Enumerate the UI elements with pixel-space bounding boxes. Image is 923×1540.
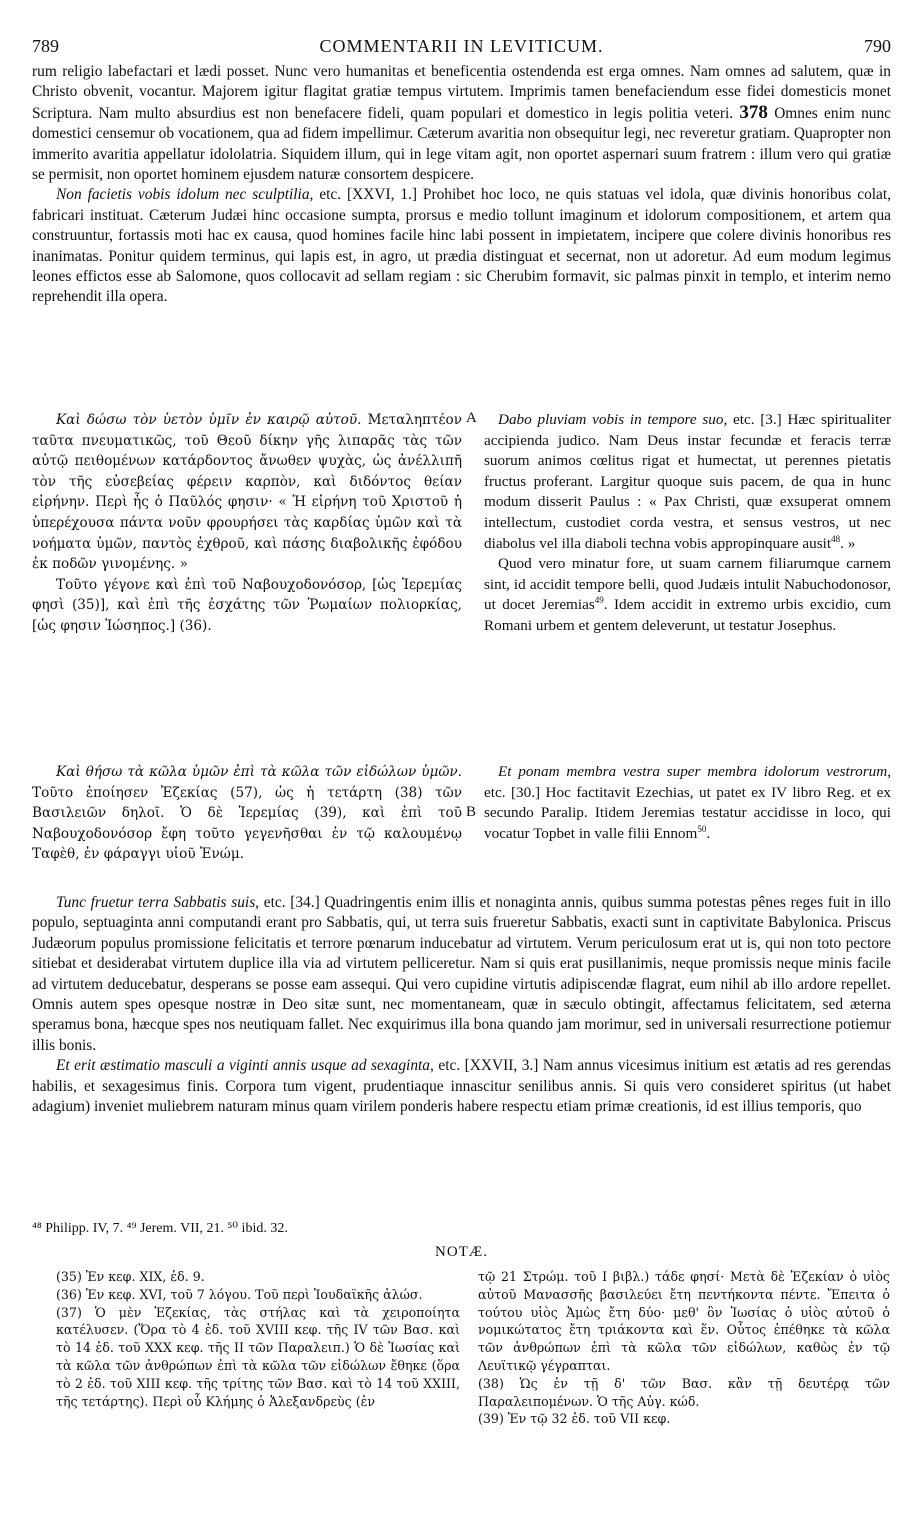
notes-right-column: [478, 1268, 890, 1428]
paragraph: [32, 1056, 891, 1117]
paragraph-text: etc. [3.] Hæc spiritualiter accipienda judico. Nam Deus instar fecundæ et feracis terræ suorum animos cœlitus rigat et humectat, ut perennes pietatis fructus proferant. Largitur quoque suis pacem, de qua in hunc modum disserit Paulus : « Pax Christi, quæ exsuperat omnem intellectum, custodiet corda vestra, et sensus vestros, ut nec diabolus vel illa diaboli techna vobis appropinquare ausit: [484, 411, 892, 552]
paragraph-text: etc. [XXVII, 3.] Nam annus vicesimus initium est ætatis ad res gerendas habilis, et sexagesimus finis. Corpora tum vigent, prudentiaque innascitur senilibus annis. Si quis vero consideret spiritus (ut habet adagium) inveniet muliebrem naturam minus quam virilem ponderis habere respectu etiam primæ creationis, id est illius temporis, quo: [32, 1057, 891, 1116]
note: (37) Ὁ μὲν Ἐζεκίας, τὰς στήλας καὶ τὰ χειροποίητα κατέλυσεν. (Ὅρα τὸ 4 ἐδ. τοῦ XVIII κεφ. τῆς IV τῶν Βασ. καὶ τὸ 14 ἐδ. τοῦ XXX κεφ. τῆς II τῶν Παραλειπ.) Ὁ δὲ Ἰωσίας καὶ τὰ κῶλα τῶν ἀνθρώπων ἐπὶ τὰ κῶλα τῶν εἰδώλων ἔθηκε (ὅρα τὸ 2 ἐδ. τοῦ XIII κεφ. τῆς τρίτης τῶν Βασ. καὶ τὸ 14 τοῦ XXIII, τῆς τετάρτης). Περὶ οὗ Κλήμης ὁ Ἀλεξανδρεὺς (ἐν: [56, 1304, 460, 1409]
notes-heading: NOTÆ.: [435, 1244, 488, 1260]
paragraph-text: etc. [34.] Quadringentis enim illis et nonaginta annis, quibus summa potestas pênes reges fuit in illo populo, septuaginta anni computandi erant pro Sabbatis, qui, ut terra suis frueretur Sabbatis, exacti sunt in captivitate Babylonica. Priscus Judæorum populus promissione felicitatis et terrore pœnarum inducebatur ad virtutem. Verum periculosum erat ut is, qui non toto pectore sitiebat et desiderabat virtutem duplice illa via ad virtutem pelliceretur. Nam si quis erat pusillanimis, neque promissis neque minis facile ad virtutem deducebatur, desperans se posse eam assequi. Qui vero cupidine virtutis adipiscendæ flagrat, eum nihil ab illo ardore repellet. Omnis autem spes opesque nostræ in Deo sitæ sunt, nec momentaneam, quæ in sæculo obtingit, affectamus felicitatem, sed æterna speramus bona, hæcque spes nos neutiquam fallet. Nec exquirimus illa bona quando jam morimur, sed in universali resurrectione potiemur illis bonis.: [32, 894, 891, 1054]
footnote-ref: 50: [697, 823, 707, 834]
paragraph: [32, 185, 891, 307]
footnote-ref: 49: [594, 595, 604, 606]
paragraph-text: Quod vero minatur fore, ut suam carnem filiarumque carnem sint, id accidit tempore belli, quod Judæis intulit Nabuchodonosor, ut docet Jeremias: [484, 555, 891, 614]
notes-left-column: [56, 1268, 460, 1410]
footnote-ref: 48: [831, 533, 841, 544]
footnotes: ⁴⁸ Philipp. IV, 7. ⁴⁹ Jerem. VII, 21. ⁵⁰ ibid. 32.: [32, 1221, 288, 1236]
paragraph: [32, 410, 462, 575]
paragraph-text: etc. [XXVI, 1.] Prohibet hoc loco, ne quis statuas vel idola, quæ divinis honoribus colat, fabricari instituat. Cæterum Judæi hinc occasione sumpta, prorsus e medio tollunt imaginum et idolorum compositionem, et artem qua construuntur, fortassis moti hac ex causa, quod homines facile hinc labi possent in impietatem, incipere que colere divinis honoribus res inanimatas. Ponitur quidem terminus, qui lapis est, in agro, ut prædia distinguat et secernat, non ut adoretur. Ad eum modum legimus leones effictos esse ab Salomone, quos collocavit ad sellam regiam : sic Cherubim formavit, sic palmas pinxit in templo, et interim nemo reprehendit illa opera.: [32, 186, 892, 306]
paragraph-text: Τοῦτο ἐποίησεν Ἐζεκίας (57), ὡς ἡ τετάρτη (38) τῶν Βασιλειῶν δηλοῖ. Ὁ δὲ Ἱερεμίας (39), καὶ ἐπὶ τοῦ Ναβουχοδονόσορ ἔφη τοῦτο γεγενῆσθαι ἐν τῷ καλουμένῳ Ταφὲθ, ἐν φάραγγι υἱοῦ Ἐνώμ.: [32, 784, 462, 863]
paragraph: [32, 762, 462, 865]
paragraph-text: Omnes enim nunc domestici censemur ob vocationem, qua ad fidem impellimur. Cæterum avaritia non obsequitur legi, nec reveretur gratiam. Quapropter non immerito avaritia appellatur idololatria. Siquidem illum, qui in lege vitam agit, non oportet aspernari suum fratrem : illum vero qui gratiæ se permisit, non oportet hominem ejusdem naturæ consortem despicere.: [32, 104, 891, 184]
greek-column-a: [32, 410, 462, 637]
scripture-lemma: Dabo pluviam vobis in tempore suo,: [498, 411, 728, 428]
scripture-lemma: Καὶ θήσω τὰ κῶλα ὑμῶν ἐπὶ τὰ κῶλα τῶν εἰδώλων ὑμῶν.: [56, 764, 462, 780]
paragraph-text: Μεταληπτέον ταῦτα πνευματικῶς, τοῦ Θεοῦ δίκην γῆς λιπαρᾶς τὰς τῶν αὐτῷ πειθομένων κατάρδοντος ἄνωθεν ψυχὰς, ὡς ἀνέλλιπῆ τὸν τῆς εὐσεβείας φέρειν καρπὸν, καὶ διδόντος θείαν εἰρήνην. Περὶ ἧς ὁ Παῦλός φησιν· « Ἡ εἰρήνη τοῦ Χριστοῦ ἡ ὑπερέχουσα πάντα νοῦν φρουρήσει τὰς καρδίας ὑμῶν καὶ τὰ νοήματα ὑμῶν, παντὸς ἐχθροῦ, καὶ πάσης διαβολικῆς ἐφόδου ἐκ ποδῶν γινομένης. »: [32, 412, 462, 573]
paragraph: [32, 62, 891, 185]
note: (38) Ὡς ἐν τῇ δ' τῶν Βασ. κἂν τῇ δευτέρᾳ τῶν Παραλειπομένων. Ὁ τῆς Αὐγ. κώδ.: [478, 1375, 890, 1409]
note: τῷ 21 Στρώμ. τοῦ I βιβλ.) τάδε φησί· Μετὰ δὲ Ἐζεκίαν ὁ υἱὸς αὐτοῦ Μανασσῆς βασιλεύει ἔτη πεντήκοντα πέντε. Ἔπειτα ὁ τούτου υἱὸς Ἀμὼς ἔτη δύο· μεθ' ὃν Ἰωσίας ὁ υἱὸς αὐτοῦ ὁ νομικώτατος ἔτη τριάκοντα καὶ ἕν. Οὗτος ἐπέθηκε τὰ κῶλα τῶν ἀνθρώπων ἐπὶ τὰ κῶλα τῶν εἰδώλων, καθὼς ἐν τῷ Λευϊτικῷ γέγραπται.: [478, 1269, 890, 1373]
note: (39) Ἐν τῷ 32 ἐδ. τοῦ VII κεφ.: [478, 1411, 671, 1427]
page-header: [32, 36, 891, 60]
paragraph-text: rum religio labefactari et lædi posset. Nunc vero humanitas et beneficentia ostendenda est erga omnes. Nam omnes ad salutem, quæ in Christo obvenit, vocantur. Majorem igitur flagitat gratiæ tempus virtutem. Imprimis tamen benefaciendum esse fidei domesticis monet Scriptura. Nam multo absurdius est non benefacere fideli, quam populari et domestico in legis politia veteri.: [32, 63, 891, 122]
column-marker-number: 378: [739, 101, 768, 123]
latin-column-b: [484, 762, 891, 844]
section-marker-a: A: [466, 410, 477, 426]
paragraph: [484, 410, 891, 554]
paragraph: [32, 893, 891, 1056]
paragraph: Τοῦτο γέγονε καὶ ἐπὶ τοῦ Ναβουχοδονόσορ, [ὡς Ἱερεμίας φησὶ (35)], καὶ ἐπὶ τῆς ἐσχάτης τῶν Ῥωμαίων πολιορκίας, [ὡς φησιν Ἰώσηπος.] (36).: [32, 576, 462, 634]
scripture-lemma: Et ponam membra vestra super membra idolorum vestrorum,: [498, 763, 891, 780]
section-marker-b: B: [466, 804, 477, 820]
top-text-block: [32, 62, 891, 308]
paragraph-text: . Idem accidit in extremo urbis excidio, cum Romani urbem et gentem deleverunt, ut testatur Josephus.: [484, 596, 891, 634]
greek-column-b: [32, 762, 462, 865]
scripture-lemma: Et erit æstimatio masculi a viginti annis usque ad sexaginta,: [56, 1057, 434, 1075]
note: (36) Ἐν κεφ. XVI, τοῦ 7 λόγου. Τοῦ περὶ Ἰουδαϊκῆς ἁλώσ.: [56, 1286, 423, 1302]
paragraph: [484, 554, 891, 636]
scripture-lemma: Tunc fruetur terra Sabbatis suis,: [56, 894, 260, 911]
note: (35) Ἐν κεφ. XIX, ἐδ. 9.: [56, 1269, 205, 1284]
paragraph-text: .: [706, 824, 711, 842]
paragraph-text: etc. [30.] Hoc factitavit Ezechias, ut patet ex IV libro Reg. et ex secundo Paralip. Itidem Jeremias testatur accidisse in loco, qui vocatur Topbet in valle filii Ennom: [484, 783, 891, 842]
scripture-lemma: Καὶ δώσω τὸν ὑετὸν ὑμῖν ἐν καιρῷ αὐτοῦ.: [56, 412, 362, 428]
bottom-text-block: [32, 893, 891, 1117]
running-title: COMMENTARII IN LEVITICUM.: [319, 36, 604, 56]
latin-column-a: [484, 410, 891, 637]
paragraph-text: . »: [840, 534, 856, 552]
paragraph: [484, 762, 891, 844]
scripture-lemma: Non facietis vobis idolum nec sculptilia,: [56, 186, 314, 204]
right-page-number: 790: [864, 36, 891, 56]
left-page-number: 789: [32, 36, 59, 56]
